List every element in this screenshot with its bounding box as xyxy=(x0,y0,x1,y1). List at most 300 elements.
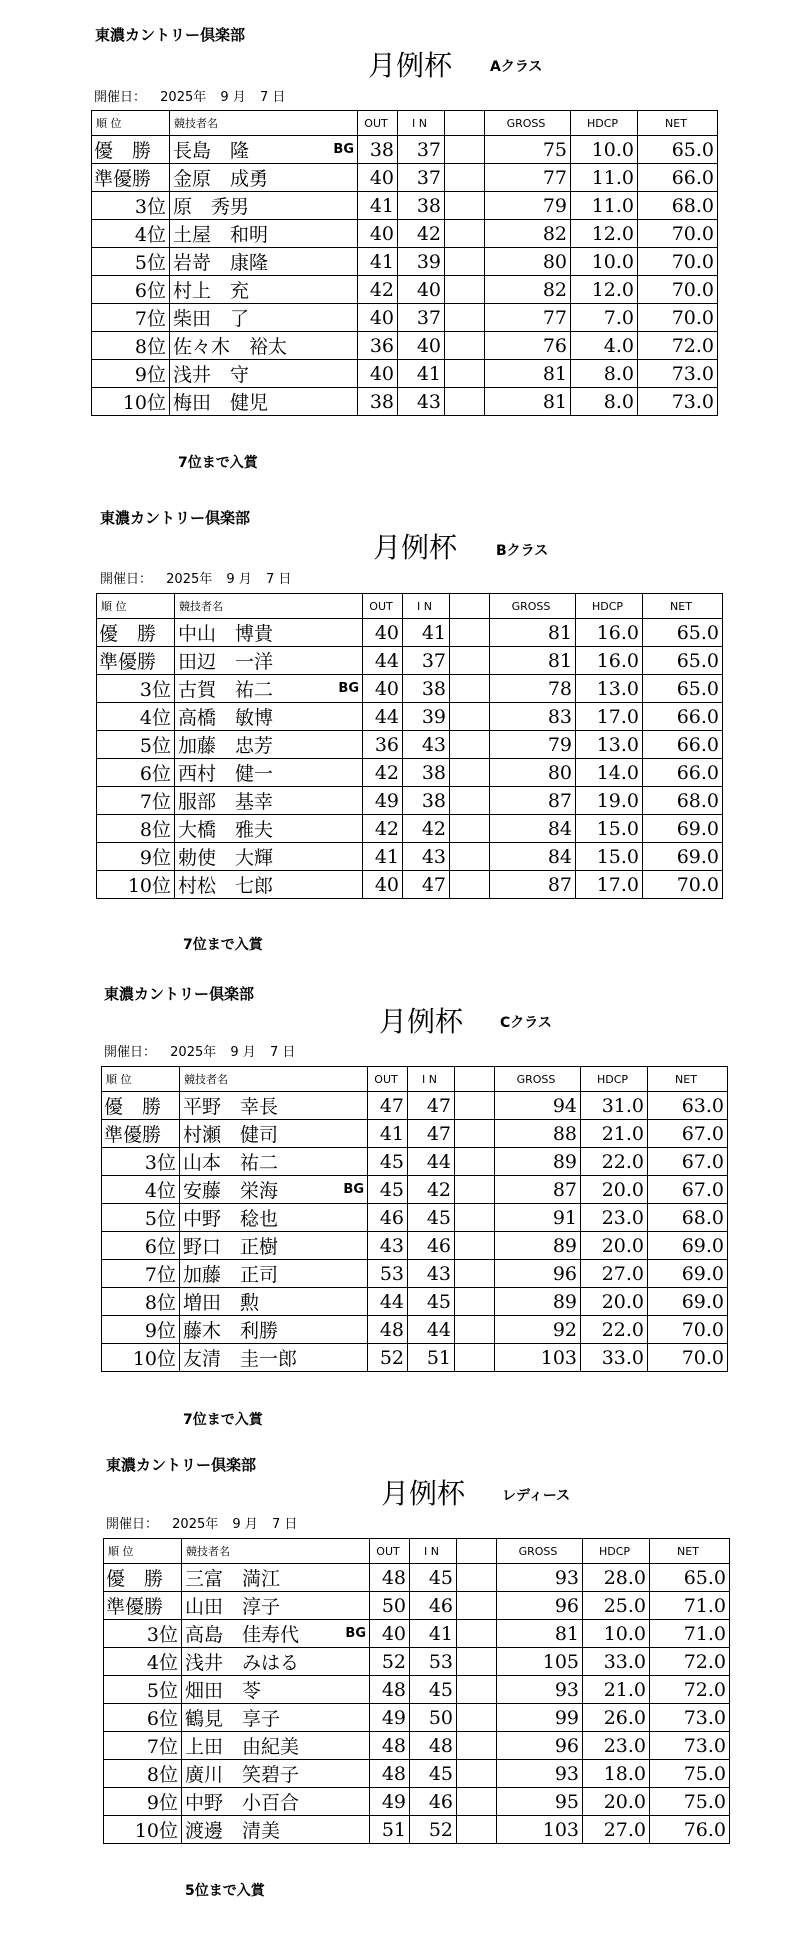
club-name: 東濃カントリー倶楽部 xyxy=(104,985,255,1003)
player-name: 村松 七郎 xyxy=(178,875,274,897)
player-name-cell xyxy=(182,1620,370,1648)
net-cell: 75.0 xyxy=(650,1760,730,1788)
header-name: 競技者名 xyxy=(175,594,363,619)
out-cell: 48 xyxy=(370,1732,410,1760)
club-name: 東濃カントリー倶楽部 xyxy=(100,509,251,527)
header-row xyxy=(102,1067,728,1092)
player-name-cell xyxy=(170,136,358,164)
table-row xyxy=(97,675,723,703)
hdcp-cell: 10.0 xyxy=(571,248,638,276)
out-cell: 44 xyxy=(368,1288,408,1316)
blank-cell xyxy=(455,1148,495,1176)
player-name-cell xyxy=(182,1760,370,1788)
blank-cell xyxy=(457,1620,497,1648)
gross-cell: 103 xyxy=(495,1344,581,1372)
net-cell: 70.0 xyxy=(638,220,718,248)
in-cell: 46 xyxy=(410,1592,457,1620)
out-cell: 41 xyxy=(358,248,398,276)
date-year: 2025年 xyxy=(166,572,213,587)
out-cell: 48 xyxy=(370,1564,410,1592)
results-table xyxy=(101,1066,728,1372)
in-cell: 40 xyxy=(398,276,445,304)
player-name: 加藤 正司 xyxy=(183,1264,279,1286)
rank-cell: 優 勝 xyxy=(97,619,175,647)
player-name: 佐々木 裕太 xyxy=(173,336,288,358)
header-blank xyxy=(445,111,485,136)
header-out: OUT xyxy=(368,1067,408,1092)
header-name: 競技者名 xyxy=(182,1539,370,1564)
header-blank xyxy=(457,1539,497,1564)
table-row xyxy=(97,703,723,731)
hdcp-cell: 31.0 xyxy=(581,1092,648,1120)
rank-cell: 5位 xyxy=(104,1676,182,1704)
header-in: I N xyxy=(398,111,445,136)
player-name-cell xyxy=(182,1676,370,1704)
date-year: 2025年 xyxy=(172,1517,219,1532)
header-row xyxy=(97,594,723,619)
hdcp-cell: 15.0 xyxy=(576,815,643,843)
hdcp-cell: 18.0 xyxy=(583,1760,650,1788)
net-cell: 66.0 xyxy=(643,731,723,759)
gross-cell: 80 xyxy=(490,759,576,787)
hdcp-cell: 20.0 xyxy=(583,1788,650,1816)
in-cell: 43 xyxy=(403,843,450,871)
header-row xyxy=(92,111,718,136)
net-cell: 66.0 xyxy=(638,164,718,192)
table-row xyxy=(102,1260,728,1288)
hdcp-cell: 11.0 xyxy=(571,192,638,220)
rank-cell: 6位 xyxy=(104,1704,182,1732)
date-month: 9 月 xyxy=(232,1517,258,1532)
in-cell: 50 xyxy=(410,1704,457,1732)
player-name-cell xyxy=(175,619,363,647)
results-table xyxy=(96,593,723,899)
gross-cell: 81 xyxy=(485,360,571,388)
net-cell: 70.0 xyxy=(648,1316,728,1344)
blank-cell xyxy=(450,843,490,871)
gross-cell: 81 xyxy=(490,619,576,647)
club-name: 東濃カントリー倶楽部 xyxy=(95,26,246,44)
player-name: 廣川 笑碧子 xyxy=(185,1764,300,1786)
player-name-cell xyxy=(175,815,363,843)
date-day: 7 日 xyxy=(259,90,286,105)
net-cell: 72.0 xyxy=(650,1676,730,1704)
out-cell: 41 xyxy=(363,843,403,871)
in-cell: 38 xyxy=(398,192,445,220)
out-cell: 41 xyxy=(358,192,398,220)
date-year: 2025年 xyxy=(170,1045,217,1060)
blank-cell xyxy=(455,1120,495,1148)
in-cell: 37 xyxy=(403,647,450,675)
blank-cell xyxy=(445,164,485,192)
blank-cell xyxy=(450,787,490,815)
player-name-cell xyxy=(180,1344,368,1372)
rank-cell: 6位 xyxy=(92,276,170,304)
out-cell: 40 xyxy=(358,220,398,248)
blank-cell xyxy=(457,1788,497,1816)
blank-cell xyxy=(455,1344,495,1372)
gross-cell: 79 xyxy=(490,731,576,759)
in-cell: 46 xyxy=(410,1788,457,1816)
table-row xyxy=(104,1676,730,1704)
player-name: 藤木 利勝 xyxy=(183,1320,279,1342)
blank-cell xyxy=(450,619,490,647)
out-cell: 42 xyxy=(358,276,398,304)
table-row xyxy=(104,1732,730,1760)
gross-cell: 99 xyxy=(497,1704,583,1732)
player-name-cell xyxy=(180,1120,368,1148)
hdcp-cell: 17.0 xyxy=(576,703,643,731)
class-label: Aクラス xyxy=(490,59,543,75)
rank-cell: 8位 xyxy=(104,1760,182,1788)
header-gross: GROSS xyxy=(497,1539,583,1564)
table-row xyxy=(102,1120,728,1148)
out-cell: 50 xyxy=(370,1592,410,1620)
table-row xyxy=(97,843,723,871)
rank-cell: 8位 xyxy=(97,815,175,843)
table-row xyxy=(92,304,718,332)
in-cell: 38 xyxy=(403,787,450,815)
rank-cell: 優 勝 xyxy=(104,1564,182,1592)
player-name: 浅井 みはる xyxy=(185,1652,300,1674)
table-row xyxy=(92,332,718,360)
header-rank: 順 位 xyxy=(102,1067,180,1092)
hdcp-cell: 20.0 xyxy=(581,1176,648,1204)
net-cell: 69.0 xyxy=(643,843,723,871)
rank-cell: 準優勝 xyxy=(92,164,170,192)
player-name: 浅井 守 xyxy=(173,364,250,386)
in-cell: 38 xyxy=(403,675,450,703)
blank-cell xyxy=(455,1232,495,1260)
rank-cell: 4位 xyxy=(104,1648,182,1676)
blank-cell xyxy=(455,1316,495,1344)
in-cell: 38 xyxy=(403,759,450,787)
header-name: 競技者名 xyxy=(170,111,358,136)
header-net: NET xyxy=(643,594,723,619)
competition-title: 月例杯 xyxy=(368,49,453,82)
rank-cell: 3位 xyxy=(97,675,175,703)
gross-cell: 89 xyxy=(495,1232,581,1260)
net-cell: 69.0 xyxy=(648,1288,728,1316)
gross-cell: 80 xyxy=(485,248,571,276)
hdcp-cell: 20.0 xyxy=(581,1288,648,1316)
player-name: 平野 幸長 xyxy=(183,1096,279,1118)
net-cell: 70.0 xyxy=(638,276,718,304)
hdcp-cell: 23.0 xyxy=(581,1204,648,1232)
hdcp-cell: 21.0 xyxy=(581,1120,648,1148)
player-name-cell xyxy=(182,1704,370,1732)
hdcp-cell: 26.0 xyxy=(583,1704,650,1732)
player-name: 長島 隆 xyxy=(173,140,250,162)
in-cell: 42 xyxy=(398,220,445,248)
in-cell: 42 xyxy=(403,815,450,843)
gross-cell: 88 xyxy=(495,1120,581,1148)
out-cell: 36 xyxy=(358,332,398,360)
hdcp-cell: 23.0 xyxy=(583,1732,650,1760)
table-row xyxy=(97,787,723,815)
in-cell: 41 xyxy=(410,1620,457,1648)
out-cell: 40 xyxy=(358,164,398,192)
player-name-cell xyxy=(175,843,363,871)
blank-cell xyxy=(445,136,485,164)
net-cell: 65.0 xyxy=(643,647,723,675)
net-cell: 70.0 xyxy=(638,248,718,276)
competition-title: 月例杯 xyxy=(379,1005,464,1038)
player-name: 勅使 大輝 xyxy=(178,847,274,869)
rank-cell: 4位 xyxy=(102,1176,180,1204)
player-name: 中野 稔也 xyxy=(183,1208,279,1230)
table-row xyxy=(102,1176,728,1204)
out-cell: 51 xyxy=(370,1816,410,1844)
table-row xyxy=(92,248,718,276)
gross-cell: 84 xyxy=(490,843,576,871)
player-name: 安藤 栄海 xyxy=(183,1180,279,1202)
blank-cell xyxy=(455,1092,495,1120)
results-table xyxy=(91,110,718,416)
net-cell: 65.0 xyxy=(643,675,723,703)
rank-cell: 準優勝 xyxy=(97,647,175,675)
date-label: 開催日： xyxy=(94,90,147,105)
blank-cell xyxy=(445,332,485,360)
player-name: 原 秀男 xyxy=(173,196,250,218)
prize-note: 5位まで入賞 xyxy=(185,1883,265,1899)
gross-cell: 76 xyxy=(485,332,571,360)
blank-cell xyxy=(450,731,490,759)
date-label: 開催日： xyxy=(104,1045,157,1060)
player-name: 中野 小百合 xyxy=(185,1792,300,1814)
blank-cell xyxy=(457,1704,497,1732)
table-row xyxy=(92,360,718,388)
table-row xyxy=(92,192,718,220)
player-name: 大橋 雅夫 xyxy=(178,819,274,841)
net-cell: 71.0 xyxy=(650,1620,730,1648)
table-row xyxy=(92,220,718,248)
in-cell: 45 xyxy=(408,1204,455,1232)
header-name: 競技者名 xyxy=(180,1067,368,1092)
date-month: 9 月 xyxy=(230,1045,256,1060)
net-cell: 69.0 xyxy=(648,1260,728,1288)
net-cell: 65.0 xyxy=(643,619,723,647)
out-cell: 40 xyxy=(363,675,403,703)
in-cell: 47 xyxy=(408,1120,455,1148)
rank-cell: 9位 xyxy=(92,360,170,388)
hdcp-cell: 33.0 xyxy=(583,1648,650,1676)
player-name-cell xyxy=(182,1816,370,1844)
in-cell: 45 xyxy=(410,1564,457,1592)
competition-title: 月例杯 xyxy=(373,531,458,564)
player-name: 友清 圭一郎 xyxy=(183,1348,298,1370)
blank-cell xyxy=(450,703,490,731)
gross-cell: 82 xyxy=(485,220,571,248)
gross-cell: 81 xyxy=(485,388,571,416)
gross-cell: 84 xyxy=(490,815,576,843)
date-label: 開催日： xyxy=(100,572,153,587)
hdcp-cell: 7.0 xyxy=(571,304,638,332)
table-row xyxy=(102,1316,728,1344)
blank-cell xyxy=(455,1176,495,1204)
net-cell: 65.0 xyxy=(638,136,718,164)
hdcp-cell: 22.0 xyxy=(581,1148,648,1176)
rank-cell: 8位 xyxy=(92,332,170,360)
rank-cell: 9位 xyxy=(104,1788,182,1816)
prize-note: 7位まで入賞 xyxy=(183,937,263,953)
header-gross: GROSS xyxy=(485,111,571,136)
blank-cell xyxy=(457,1816,497,1844)
rank-cell: 10位 xyxy=(92,388,170,416)
table-row xyxy=(104,1788,730,1816)
date-day: 7 日 xyxy=(265,572,292,587)
hdcp-cell: 8.0 xyxy=(571,360,638,388)
out-cell: 38 xyxy=(358,136,398,164)
net-cell: 67.0 xyxy=(648,1120,728,1148)
in-cell: 43 xyxy=(398,388,445,416)
out-cell: 40 xyxy=(363,871,403,899)
net-cell: 67.0 xyxy=(648,1148,728,1176)
blank-cell xyxy=(457,1648,497,1676)
net-cell: 70.0 xyxy=(638,304,718,332)
bg-badge: BG xyxy=(345,1626,366,1641)
date-label: 開催日： xyxy=(106,1517,159,1532)
player-name-cell xyxy=(180,1176,368,1204)
blank-cell xyxy=(457,1676,497,1704)
header-out: OUT xyxy=(363,594,403,619)
class-label: Cクラス xyxy=(500,1015,552,1031)
table-row xyxy=(92,164,718,192)
net-cell: 65.0 xyxy=(650,1564,730,1592)
table-row xyxy=(104,1620,730,1648)
table-row xyxy=(97,619,723,647)
header-out: OUT xyxy=(358,111,398,136)
event-date xyxy=(106,1513,307,1532)
in-cell: 46 xyxy=(408,1232,455,1260)
gross-cell: 96 xyxy=(497,1732,583,1760)
out-cell: 42 xyxy=(363,815,403,843)
in-cell: 41 xyxy=(398,360,445,388)
rank-cell: 5位 xyxy=(92,248,170,276)
hdcp-cell: 25.0 xyxy=(583,1592,650,1620)
player-name: 柴田 了 xyxy=(173,308,250,330)
out-cell: 48 xyxy=(368,1316,408,1344)
net-cell: 68.0 xyxy=(643,787,723,815)
header-net: NET xyxy=(638,111,718,136)
hdcp-cell: 10.0 xyxy=(583,1620,650,1648)
net-cell: 73.0 xyxy=(650,1704,730,1732)
in-cell: 45 xyxy=(410,1760,457,1788)
player-name-cell xyxy=(182,1648,370,1676)
player-name-cell xyxy=(180,1232,368,1260)
player-name: 畑田 苓 xyxy=(185,1680,262,1702)
player-name-cell xyxy=(180,1204,368,1232)
gross-cell: 93 xyxy=(497,1564,583,1592)
prize-note: 7位まで入賞 xyxy=(183,1412,263,1428)
out-cell: 44 xyxy=(363,647,403,675)
out-cell: 40 xyxy=(358,304,398,332)
player-name: 村瀬 健司 xyxy=(183,1124,279,1146)
gross-cell: 105 xyxy=(497,1648,583,1676)
net-cell: 72.0 xyxy=(650,1648,730,1676)
hdcp-cell: 21.0 xyxy=(583,1676,650,1704)
player-name-cell xyxy=(170,304,358,332)
out-cell: 43 xyxy=(368,1232,408,1260)
out-cell: 49 xyxy=(370,1788,410,1816)
in-cell: 43 xyxy=(408,1260,455,1288)
out-cell: 47 xyxy=(368,1092,408,1120)
in-cell: 42 xyxy=(408,1176,455,1204)
table-row xyxy=(104,1592,730,1620)
gross-cell: 96 xyxy=(495,1260,581,1288)
net-cell: 68.0 xyxy=(648,1204,728,1232)
blank-cell xyxy=(455,1288,495,1316)
rank-cell: 4位 xyxy=(97,703,175,731)
blank-cell xyxy=(450,815,490,843)
table-row xyxy=(102,1092,728,1120)
blank-cell xyxy=(455,1260,495,1288)
in-cell: 48 xyxy=(410,1732,457,1760)
hdcp-cell: 16.0 xyxy=(576,647,643,675)
out-cell: 49 xyxy=(363,787,403,815)
rank-cell: 3位 xyxy=(92,192,170,220)
out-cell: 38 xyxy=(358,388,398,416)
player-name-cell xyxy=(175,759,363,787)
net-cell: 67.0 xyxy=(648,1176,728,1204)
player-name: 高島 佳寿代 xyxy=(185,1624,300,1646)
rank-cell: 8位 xyxy=(102,1288,180,1316)
rank-cell: 5位 xyxy=(97,731,175,759)
blank-cell xyxy=(445,220,485,248)
player-name-cell xyxy=(180,1148,368,1176)
in-cell: 43 xyxy=(403,731,450,759)
player-name: 古賀 祐二 xyxy=(178,679,274,701)
hdcp-cell: 17.0 xyxy=(576,871,643,899)
out-cell: 45 xyxy=(368,1148,408,1176)
rank-cell: 10位 xyxy=(97,871,175,899)
player-name-cell xyxy=(180,1316,368,1344)
player-name: 岩嵜 康隆 xyxy=(173,252,269,274)
gross-cell: 81 xyxy=(497,1620,583,1648)
player-name: 三富 満江 xyxy=(185,1568,281,1590)
in-cell: 39 xyxy=(398,248,445,276)
player-name-cell xyxy=(170,192,358,220)
rank-cell: 優 勝 xyxy=(102,1092,180,1120)
out-cell: 45 xyxy=(368,1176,408,1204)
in-cell: 47 xyxy=(403,871,450,899)
table-row xyxy=(92,276,718,304)
header-in: I N xyxy=(403,594,450,619)
player-name: 野口 正樹 xyxy=(183,1236,279,1258)
in-cell: 53 xyxy=(410,1648,457,1676)
player-name-cell xyxy=(175,787,363,815)
net-cell: 71.0 xyxy=(650,1592,730,1620)
player-name-cell xyxy=(180,1260,368,1288)
in-cell: 51 xyxy=(408,1344,455,1372)
out-cell: 48 xyxy=(370,1676,410,1704)
blank-cell xyxy=(450,871,490,899)
gross-cell: 77 xyxy=(485,164,571,192)
in-cell: 41 xyxy=(403,619,450,647)
rank-cell: 10位 xyxy=(102,1344,180,1372)
player-name-cell xyxy=(175,731,363,759)
gross-cell: 87 xyxy=(490,871,576,899)
hdcp-cell: 8.0 xyxy=(571,388,638,416)
player-name-cell xyxy=(180,1092,368,1120)
out-cell: 36 xyxy=(363,731,403,759)
out-cell: 40 xyxy=(363,619,403,647)
rank-cell: 7位 xyxy=(102,1260,180,1288)
date-month: 9 月 xyxy=(220,90,246,105)
hdcp-cell: 27.0 xyxy=(581,1260,648,1288)
header-blank xyxy=(450,594,490,619)
date-month: 9 月 xyxy=(226,572,252,587)
